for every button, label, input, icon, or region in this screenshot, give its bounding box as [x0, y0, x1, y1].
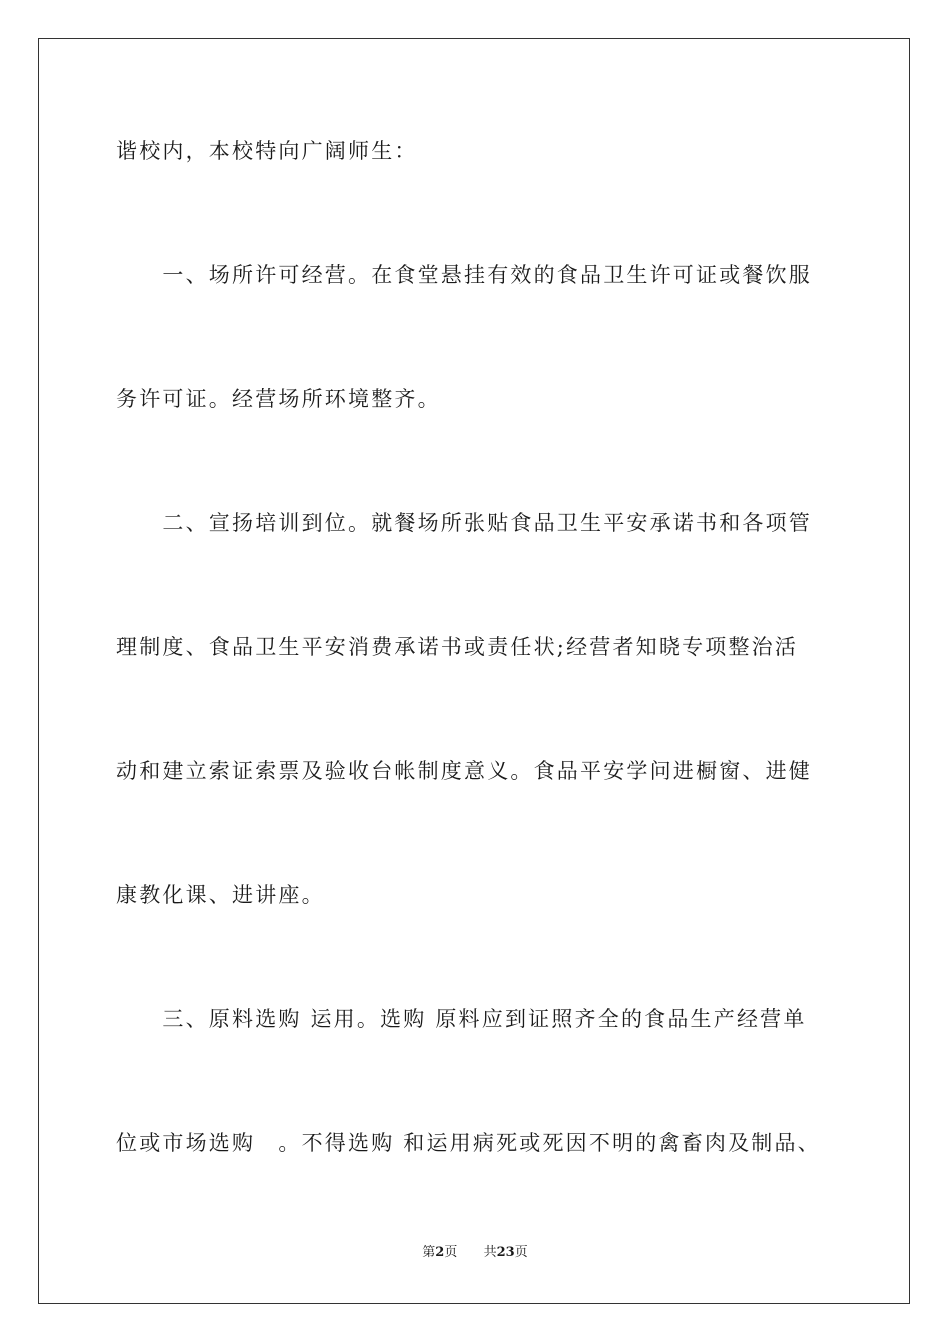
total-page-number: 23: [496, 1245, 515, 1260]
body-line-8: 三、原料选购 运用。选购 原料应到证照齐全的食品生产经营单: [116, 1007, 807, 1031]
body-line-6: 动和建立索证索票及验收台帐制度意义。食品平安学问进橱窗、进健: [116, 759, 812, 783]
body-line-1: 谐校内，本校特向广阔师生：: [116, 139, 418, 163]
body-line-4: 二、宣扬培训到位。就餐场所张贴食品卫生平安承诺书和各项管: [116, 511, 812, 535]
page-frame: [38, 38, 910, 1304]
body-line-2: 一、场所许可经营。在食堂悬挂有效的食品卫生许可证或餐饮服: [116, 263, 812, 287]
current-page-number: 2: [435, 1245, 445, 1260]
page-footer: [0, 1244, 950, 1262]
page-indicator: 第2页: [422, 1245, 458, 1260]
total-pages-indicator: 共23页: [483, 1245, 528, 1260]
body-line-9: 位或市场选购 。不得选购 和运用病死或死因不明的禽畜肉及制品、: [116, 1131, 821, 1155]
body-line-5: 理制度、食品卫生平安消费承诺书或责任状;经营者知晓专项整治活: [116, 635, 799, 659]
body-line-7: 康教化课、进讲座。: [116, 883, 325, 907]
body-line-3: 务许可证。经营场所环境整齐。: [116, 387, 441, 411]
